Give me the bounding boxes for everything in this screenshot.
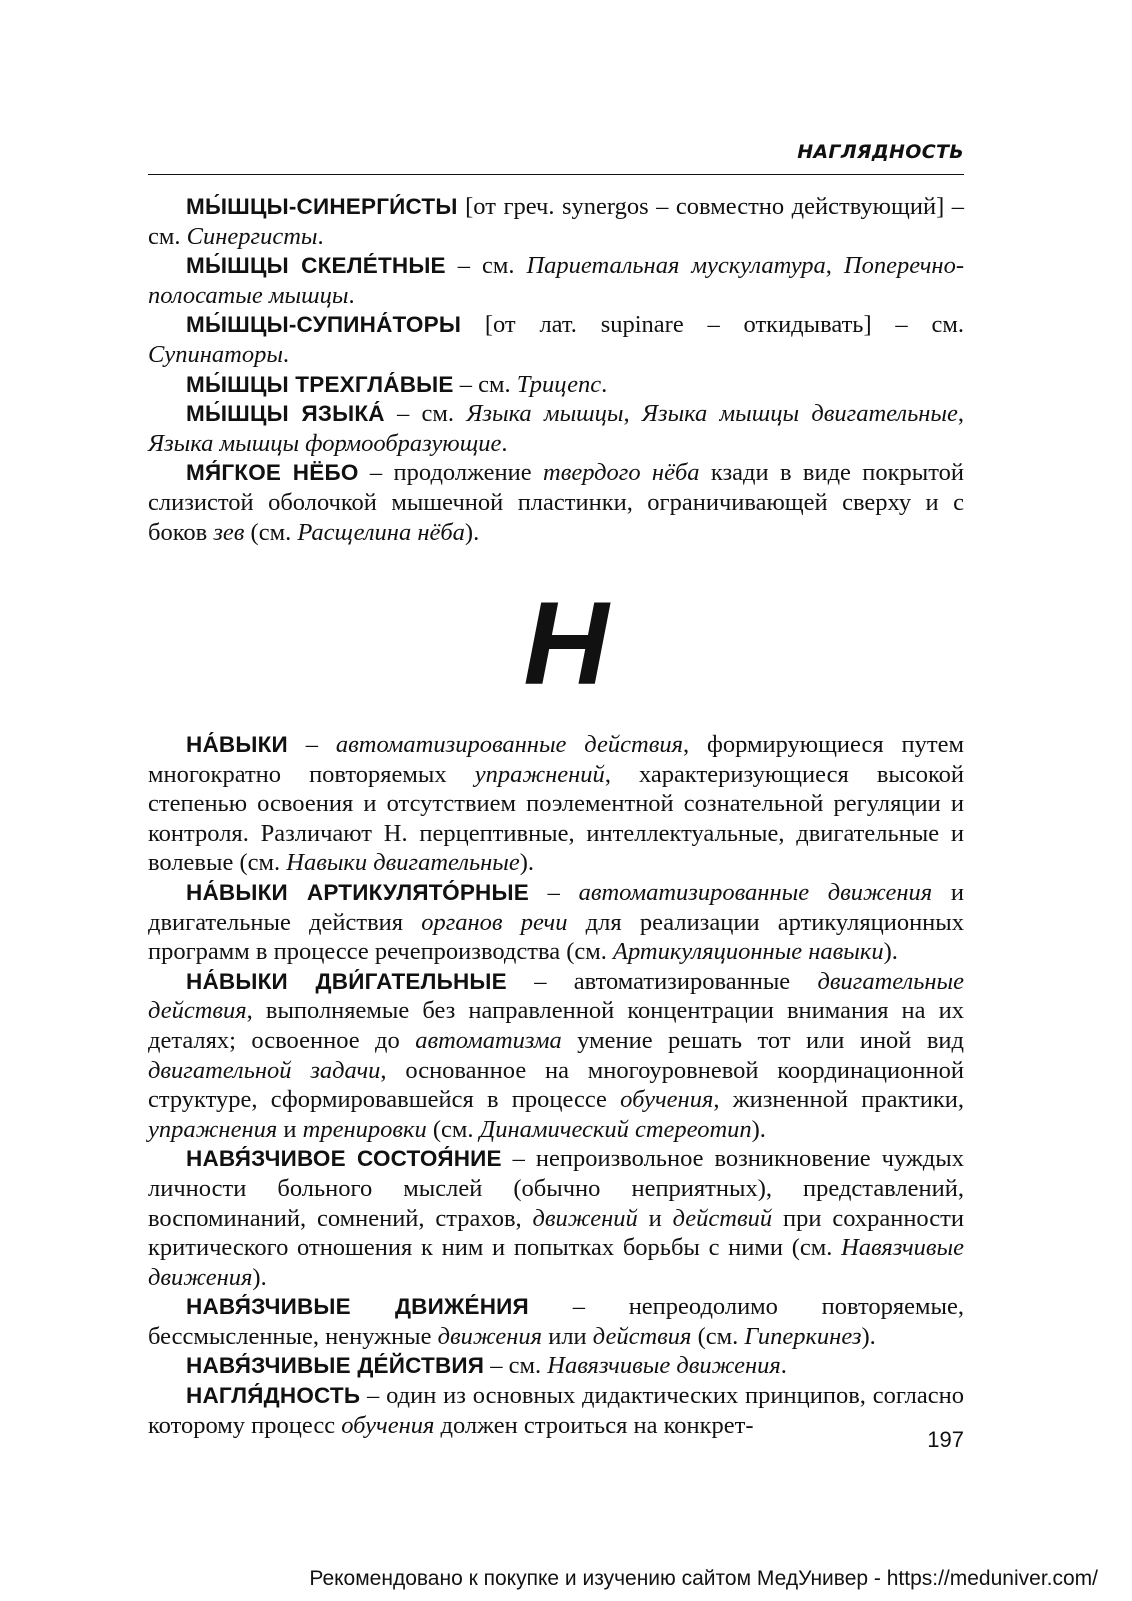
page-number: 197 — [927, 1427, 964, 1452]
cross-reference: Поперечно-полосатые мышцы — [148, 252, 964, 309]
entry-text: – см. — [484, 1352, 548, 1380]
cross-reference: упражнений — [474, 760, 605, 788]
dictionary-entry — [148, 399, 964, 458]
running-head: НАГЛЯДНОСТЬ — [797, 141, 964, 163]
entry-text: должен строиться на конкрет- — [434, 1411, 754, 1439]
cross-reference: двигательные действия — [148, 967, 964, 1025]
entry-text: – — [528, 878, 579, 906]
dictionary-entry — [148, 1351, 964, 1381]
cross-reference: действий — [672, 1204, 773, 1232]
entry-text: (см. — [691, 1322, 745, 1350]
dictionary-entry — [148, 192, 964, 251]
entry-text: – непроизвольное возникновение чуждых личности больного мыслей (обычно неприятных), представлений, воспоминаний, сомнений, страхов, — [148, 1145, 964, 1232]
entry-text: и — [637, 1204, 673, 1232]
entry-term: НАВЯ́ЗЧИВОЕ СОСТОЯ́НИЕ — [186, 1146, 502, 1172]
entry-text: – см. — [445, 252, 527, 280]
entry-text: ). — [519, 849, 535, 877]
cross-reference: автоматизированные движения — [578, 878, 933, 906]
entry-text: ). — [464, 518, 480, 546]
entry-term: НА́ВЫКИ — [186, 732, 288, 757]
entry-term: МЫ́ШЦЫ ТРЕХГЛА́ВЫЕ — [186, 371, 454, 397]
entry-text: ). — [883, 938, 898, 966]
cross-reference: Супинаторы — [148, 340, 283, 368]
dictionary-entry — [148, 967, 964, 1145]
entry-term: МЫ́ШЦЫ СКЕЛЕ́ТНЫЕ — [186, 253, 446, 279]
entry-term: МЫ́ШЦЫ-СУПИНА́ТОРЫ — [186, 312, 462, 338]
entry-text: , жизненной практики, — [713, 1086, 964, 1114]
entry-term: НАВЯ́ЗЧИВЫЕ ДВИЖЕ́НИЯ — [186, 1294, 529, 1320]
cross-reference: зев — [213, 518, 245, 546]
entry-text: кзади в виде покрытой слизистой оболочкой мышечной пластинки, ограничивающей сверху и с боков — [148, 459, 964, 546]
entry-text: или — [542, 1322, 593, 1350]
entry-text: . — [317, 222, 324, 250]
cross-reference: действия — [592, 1322, 692, 1350]
dictionary-entry — [148, 878, 964, 967]
entry-text: ). — [861, 1322, 876, 1350]
entry-text: , основанное на многоуровневой координационной структуре, сформировавшейся в процессе — [148, 1056, 964, 1114]
entry-text: . — [601, 370, 608, 398]
entries-bottom — [148, 730, 964, 1440]
cross-reference: двигательной задачи — [148, 1056, 381, 1084]
entry-term: НА́ВЫКИ ДВИ́ГАТЕЛЬНЫЕ — [186, 968, 507, 994]
entry-term: НАВЯ́ЗЧИВЫЕ ДЕ́ЙСТВИЯ — [186, 1353, 485, 1379]
entry-text: (см. — [244, 518, 298, 546]
entry-text: и двигательные действия — [148, 878, 964, 936]
footer-note: Рекомендовано к покупке и изучению сайтом МедУнивер - https://meduniver.com/ — [309, 1567, 1098, 1590]
entry-text: – один из основных дидактических принципов, согласно которому процесс — [148, 1382, 964, 1439]
cross-reference: автоматизированные действия — [335, 731, 683, 758]
entry-text: , формирующиеся путем многократно повторяемых — [148, 731, 965, 788]
cross-reference: Гиперкинез — [744, 1322, 862, 1350]
dictionary-entry — [148, 730, 964, 878]
entry-text: умение решать тот или иной вид — [561, 1026, 964, 1054]
entry-term: НА́ВЫКИ АРТИКУЛЯТО́РНЫЕ — [186, 879, 529, 905]
entry-text: – продолжение — [358, 459, 543, 487]
entry-text: (см. — [426, 1115, 480, 1143]
cross-reference: Навязчивые движения — [148, 1234, 964, 1291]
cross-reference: обучения — [341, 1411, 435, 1439]
dictionary-entry — [148, 1144, 964, 1292]
section-letter: Н — [523, 578, 609, 710]
cross-reference: движения — [437, 1322, 543, 1350]
entry-term: НАГЛЯ́ДНОСТЬ — [186, 1383, 361, 1409]
entry-text: и — [277, 1115, 303, 1143]
cross-reference: Языка мышцы — [466, 400, 624, 428]
entry-text: , — [623, 400, 642, 428]
dictionary-entry — [148, 251, 964, 310]
cross-reference: тренировки — [302, 1115, 427, 1143]
entry-text: , — [825, 252, 844, 280]
entry-term: МЯ́ГКОЕ НЁБО — [186, 460, 359, 486]
dictionary-entry — [148, 1381, 964, 1440]
cross-reference: обучения — [620, 1086, 714, 1114]
cross-reference: Артикуляционные навыки — [613, 938, 884, 966]
cross-reference: движений — [532, 1204, 638, 1232]
cross-reference: органов речи — [421, 908, 568, 936]
dictionary-entry — [148, 458, 964, 547]
entry-text: ). — [751, 1115, 766, 1143]
cross-reference: Париетальная мускулатура — [526, 252, 826, 280]
entry-text: – см. — [384, 400, 467, 428]
cross-reference: твердого нёба — [543, 459, 700, 487]
cross-reference: автоматизма — [415, 1026, 562, 1054]
dictionary-entry — [148, 310, 964, 369]
entry-text: [от греч. synergos – совместно действующий] – см. — [148, 193, 964, 250]
entry-text: [от лат. supinare – откидывать] – см. — [461, 311, 964, 339]
entry-text: , — [957, 400, 965, 428]
entry-text: – см. — [453, 370, 517, 398]
cross-reference: Расщелина нёба — [297, 518, 465, 546]
entry-text: , характеризующиеся высокой степенью освоения и отсутствием поэлементной сознательной регуляции и контроля. Различают Н. перцептивные, интеллектуальные, двигательные и волевые (см. — [148, 760, 964, 877]
cross-reference: упражнения — [148, 1115, 278, 1143]
dictionary-entry — [148, 370, 964, 400]
entry-text: для реализации артикуляционных программ в процессе речепроизводства (см. — [148, 908, 965, 966]
header-divider — [148, 174, 964, 175]
entry-text: при сохранности критического отношения к ним и попытках борьбы с ними (см. — [148, 1204, 964, 1262]
entry-text: – автоматизированные — [506, 967, 818, 995]
entry-text: . — [282, 340, 290, 368]
entry-text: . — [501, 429, 508, 457]
entry-text: . — [780, 1352, 787, 1380]
entry-term: МЫ́ШЦЫ-СИНЕРГИ́СТЫ — [186, 194, 458, 219]
entry-term: МЫ́ШЦЫ ЯЗЫКА́ — [186, 401, 385, 427]
cross-reference: Синергисты — [186, 222, 318, 250]
cross-reference: Навязчивые движения — [547, 1352, 781, 1380]
entry-text: – — [287, 731, 336, 758]
cross-reference: Языка мышцы формообразующие — [148, 429, 502, 457]
cross-reference: Динамический стереотип — [479, 1115, 752, 1143]
entry-text: ). — [252, 1263, 267, 1291]
dictionary-entry — [148, 1292, 964, 1351]
entry-text: . — [348, 281, 355, 309]
entry-text: , выполняемые без направленной концентрации внимания на их деталях; освоенное до — [148, 997, 964, 1054]
cross-reference: Языка мышцы двигательные — [641, 400, 958, 428]
cross-reference: Навыки двигательные — [286, 849, 520, 877]
entries-top — [148, 192, 964, 547]
cross-reference: Трицепс — [516, 370, 602, 398]
entry-text: – непреодолимо повторяемые, бессмысленные, ненужные — [148, 1293, 964, 1350]
